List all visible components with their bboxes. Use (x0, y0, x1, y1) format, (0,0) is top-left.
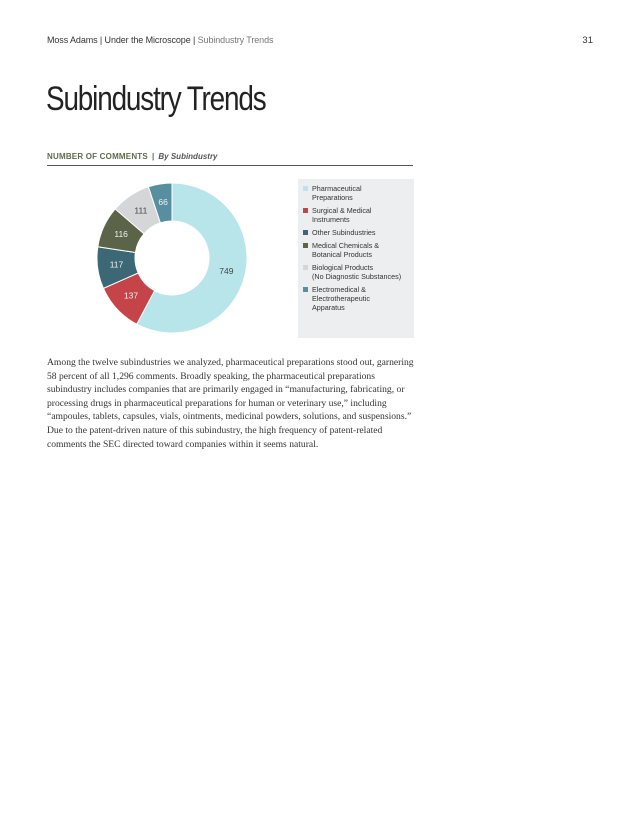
header-publication: Moss Adams | Under the Microscope | (47, 35, 198, 45)
legend-item (303, 285, 410, 312)
legend-swatch (303, 265, 308, 270)
legend-swatch (303, 243, 308, 248)
body-paragraph: Among the twelve subindustries we analyzed, pharmaceutical preparations stood out, garnering 58 percent of all 1,296 comments. Broadly speaking, the pharmaceutical preparations subindustry includes companies that are primarily engaged in “manufacturing, fabricating, or processing drugs in pharmaceutical preparations for human or veterinary use,” including “ampoules, tablets, capsules, vials, ointments, medicinal powders, solutions, and suspensions.” Due to the patent-driven nature of this subindustry, the high frequency of patent-related comments the SEC directed toward companies within it seems natural. (47, 357, 414, 450)
legend-item (303, 206, 410, 224)
chart-heading-label: NUMBER OF COMMENTS (47, 152, 148, 161)
legend-item (303, 228, 410, 237)
chart-legend (298, 179, 414, 338)
donut-value-label: 117 (109, 259, 124, 270)
donut-value-label: 116 (114, 228, 128, 239)
header-breadcrumb (47, 35, 273, 45)
legend-item (303, 241, 410, 259)
chart-heading-separator: | (151, 152, 155, 161)
legend-item (303, 263, 410, 281)
legend-label: Electromedical & Electrotherapeutic Apparatus (312, 285, 370, 312)
chart-heading (47, 152, 413, 166)
donut-chart (90, 178, 260, 338)
legend-swatch (303, 208, 308, 213)
donut-value-label: 137 (123, 290, 139, 301)
legend-label: Medical Chemicals & Botanical Products (312, 241, 380, 259)
legend-swatch (303, 230, 308, 235)
legend-swatch (303, 287, 308, 292)
legend-swatch (303, 186, 308, 191)
donut-value-label: 749 (219, 265, 234, 276)
legend-label: Surgical & Medical Instruments (312, 206, 372, 224)
header-section: Subindustry Trends (197, 35, 274, 45)
legend-label: Pharmaceutical Preparations (312, 184, 362, 202)
donut-value-label: 111 (134, 205, 148, 216)
page-title: Subindustry Trends (46, 80, 266, 118)
page-number: 31 (582, 35, 593, 46)
chart-heading-sublabel: By Subindustry (158, 152, 218, 161)
legend-label: Biological Products (No Diagnostic Substances) (312, 263, 402, 281)
donut-value-label: 66 (158, 196, 168, 207)
running-header (47, 35, 593, 49)
legend-item (303, 184, 410, 202)
donut-slices (97, 183, 247, 333)
legend-label: Other Subindustries (312, 228, 376, 237)
